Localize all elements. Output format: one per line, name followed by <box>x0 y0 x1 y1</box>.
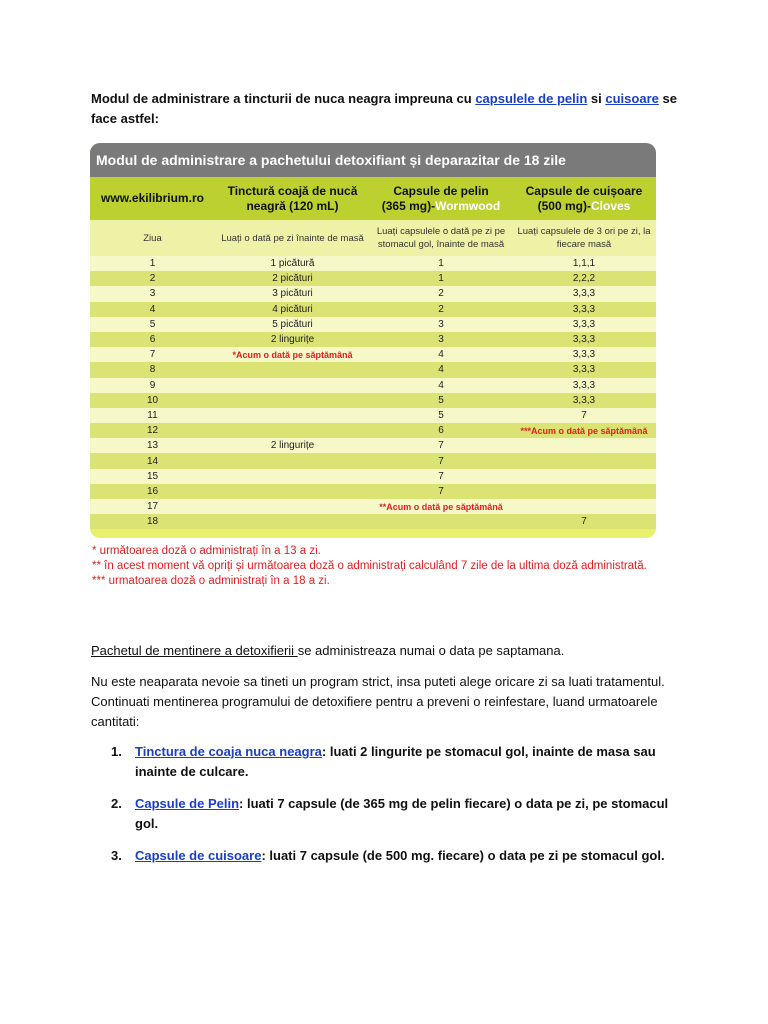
table-cell: 7 <box>581 409 587 421</box>
table-row <box>90 469 656 484</box>
table-cell: 6 <box>149 334 156 346</box>
table-cell: 3,3,3 <box>572 379 596 391</box>
table-cell: 5 <box>438 394 444 406</box>
table-cell: 1 <box>149 258 156 270</box>
table-cell: 5 picături <box>272 318 313 330</box>
table-cell: 12 <box>146 425 159 437</box>
table-cell: 4 <box>438 379 444 391</box>
table-cell: 4 picături <box>272 303 313 315</box>
link-tinctura[interactable]: Tinctura de coaja nuca neagra <box>135 744 322 759</box>
table-cell: 2 <box>438 288 444 300</box>
intro-text-end: se face astfel: <box>91 91 677 126</box>
table-cell: 1 <box>438 258 444 270</box>
table-cell: 17 <box>146 501 159 513</box>
step-desc: : luati 2 lingurite pe stomacul gol, inainte de masa sau inainte de culcare. <box>135 744 656 779</box>
footnote: * următoarea doză o administrați în a 13 a zi. <box>92 545 321 557</box>
table-title: Modul de administrare a pachetului detoxifiant și deparazitar de 18 zile <box>90 143 656 177</box>
header-tinctura: Tinctură coajă de nucă neagră (120 mL) <box>227 183 358 213</box>
table-row <box>90 514 656 529</box>
table-cell: 7 <box>581 516 587 528</box>
header-cuisoare <box>512 184 656 214</box>
table-cell: 3,3,3 <box>572 288 596 300</box>
header-pelin-en: Wormwood <box>435 198 501 213</box>
table-cell: 14 <box>146 455 159 467</box>
table-cell: 7 <box>438 455 444 467</box>
intro-text-mid: si <box>587 91 606 106</box>
table-cell: 1 <box>438 273 444 285</box>
footnote: *** urmatoarea doză o administrați în a 18 a zi. <box>92 575 330 587</box>
step-desc: : luati 7 capsule (de 365 mg de pelin fiecare) o data pe zi, pe stomacul gol. <box>135 796 669 831</box>
table-row <box>90 499 656 514</box>
table-row <box>90 423 656 438</box>
table-cell: 3 <box>149 288 156 300</box>
table-cell: 2 <box>149 273 156 285</box>
header-pelin-name: Capsule de pelin <box>393 183 489 198</box>
table-footnotes <box>92 544 647 589</box>
table-row <box>90 302 656 317</box>
table-row <box>90 332 656 347</box>
table-cell: 2 lingurițe <box>270 334 315 346</box>
table-row <box>90 256 656 271</box>
step-text <box>135 742 691 782</box>
table-row <box>90 347 656 362</box>
table-cell: 3,3,3 <box>572 394 596 406</box>
table-cell: 8 <box>149 364 156 376</box>
table-cell: 7 <box>438 485 444 497</box>
table-row <box>90 438 656 453</box>
header-cuisoare-en: Cloves <box>590 198 631 213</box>
table-cell: 2 <box>438 303 444 315</box>
table-cell: 16 <box>146 485 159 497</box>
table-row <box>90 484 656 499</box>
steps-list <box>91 742 691 878</box>
table-cell: 11 <box>147 409 158 421</box>
table-cell: 1 picătură <box>270 258 315 270</box>
table-cell: 3 <box>438 334 444 346</box>
info-paragraph: Nu este neaparata nevoie sa tineti un program strict, insa puteti alege oricare zi sa luati tratamentul. Continuati mentinerea programului de detoxifiere pentru a preveni o reinfestare, luand urmatoarele cantitati: <box>91 674 665 729</box>
header-pelin <box>370 184 512 214</box>
table-cell: *Acum o dată pe săptămână <box>232 349 353 360</box>
link-capsule-cuisoare-step[interactable]: Capsule de cuisoare <box>135 848 262 863</box>
table-cell: 3,3,3 <box>572 334 596 346</box>
link-capsule-pelin[interactable]: capsulele de pelin <box>475 91 588 106</box>
table-cell: 5 <box>149 318 156 330</box>
table-cell: 4 <box>438 349 444 361</box>
table-cell: 3,3,3 <box>572 303 596 315</box>
maintenance-text: se administreaza numai o data pe saptamana. <box>297 643 565 658</box>
intro-paragraph <box>91 89 691 129</box>
header-cuisoare-name: Capsule de cuișoare <box>525 183 643 198</box>
table-cell: 4 <box>438 364 444 376</box>
table-cell: 5 <box>438 409 444 421</box>
step-text <box>135 846 665 866</box>
table-cell: 18 <box>146 516 159 528</box>
table-cell: 3 picături <box>272 288 313 300</box>
table-row <box>90 453 656 468</box>
header-site: www.ekilibrium.ro <box>101 191 204 205</box>
table-row <box>90 317 656 332</box>
table-cell: 15 <box>146 470 159 482</box>
list-item <box>91 846 691 866</box>
list-item <box>91 794 691 834</box>
table-cell: **Acum o dată pe săptămână <box>379 501 503 512</box>
step-text <box>135 794 691 834</box>
step-number: 1. <box>111 744 122 759</box>
maintenance-paragraph <box>91 641 691 661</box>
subheader-pelin: Luați capsulele o dată pe zi pe stomacul gol, înainte de masă <box>376 226 506 250</box>
table-row <box>90 393 656 408</box>
subheader-tinctura: Luați o dată pe zi înainte de masă <box>221 232 364 244</box>
table-cell: 3,3,3 <box>572 318 596 330</box>
table-row <box>90 286 656 301</box>
table-cell: 2,2,2 <box>572 273 596 285</box>
table-cell: 2 lingurițe <box>270 440 315 452</box>
table-row <box>90 408 656 423</box>
table-cell: 10 <box>146 394 159 406</box>
table-cell: 7 <box>438 470 444 482</box>
table-cell: 2 picături <box>272 273 313 285</box>
table-cell: ***Acum o dată pe săptămână <box>520 425 648 436</box>
step-desc: : luati 7 capsule (de 500 mg. fiecare) o data pe zi pe stomacul gol. <box>261 848 665 863</box>
table-cell: 1,1,1 <box>572 258 596 270</box>
table-row <box>90 362 656 377</box>
header-cuisoare-dose: (500 mg)- <box>537 198 591 213</box>
step-number: 3. <box>111 848 122 863</box>
header-pelin-dose: (365 mg)- <box>381 198 436 213</box>
dosage-table <box>90 143 656 538</box>
table-cell: 3,3,3 <box>572 364 596 376</box>
subheader-cuisoare: Luați capsulele de 3 ori pe zi, la fiecare masă <box>517 226 651 250</box>
link-cuisoare[interactable]: cuisoare <box>605 91 659 106</box>
table-cell: 7 <box>438 440 444 452</box>
table-cell: 4 <box>149 303 156 315</box>
table-cell: 7 <box>149 349 156 361</box>
table-cell: 13 <box>146 440 159 452</box>
intro-text: Modul de administrare a tincturii de nuca neagra impreuna cu <box>91 91 476 106</box>
table-cell: 3 <box>438 318 444 330</box>
table-body <box>90 256 656 529</box>
maintenance-title: Pachetul de mentinere a detoxifierii <box>91 643 298 658</box>
table-cell: 9 <box>149 379 156 391</box>
table-header-row <box>90 177 656 220</box>
footnote: ** în acest moment vă opriți și următoarea doză o administrați calculând 7 zile de la ultima doză administrată. <box>92 560 647 572</box>
table-row <box>90 271 656 286</box>
table-row <box>90 378 656 393</box>
list-item <box>91 742 691 782</box>
link-capsule-pelin-step[interactable]: Capsule de Pelin <box>135 796 240 811</box>
step-number: 2. <box>111 796 122 811</box>
table-subheader-row <box>90 220 656 256</box>
subheader-ziua: Ziua <box>143 232 162 244</box>
table-cell: 3,3,3 <box>572 349 596 361</box>
table-cell: 6 <box>438 425 444 437</box>
